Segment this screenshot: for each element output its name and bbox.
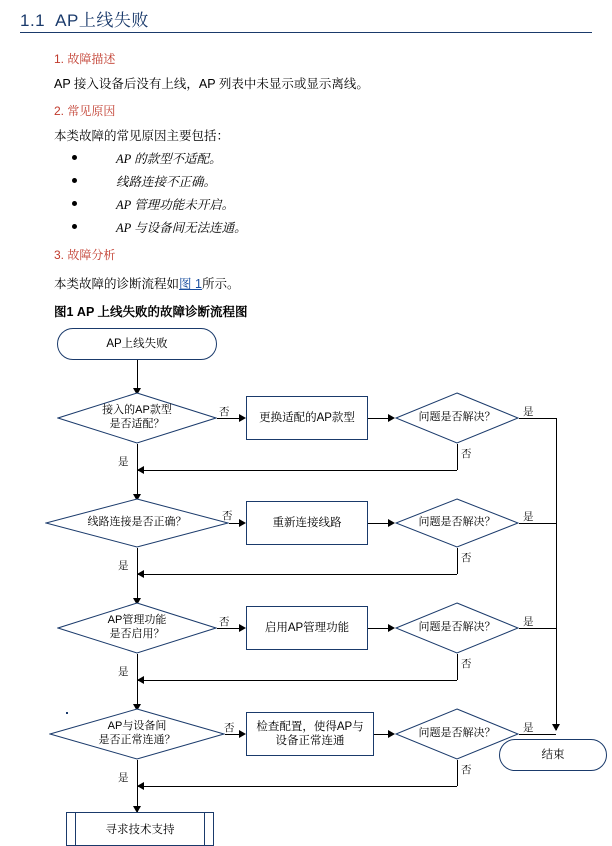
page-title-number: 1.1 (20, 11, 46, 30)
flow-start-node: AP上线失败 (57, 328, 217, 360)
edge-label-yes: 是 (118, 666, 129, 678)
title-rule (20, 32, 592, 33)
connector (374, 734, 388, 735)
connector (137, 470, 457, 471)
section-heading-causes: 2. 常见原因 (54, 104, 116, 118)
connector (137, 574, 457, 575)
connector (457, 444, 458, 470)
list-item-label: 线路连接不正确。 (116, 175, 217, 189)
flow-action-2: 重新连接线路 (246, 501, 368, 545)
analysis-suffix: 所示。 (201, 277, 240, 291)
bullet-icon (72, 178, 77, 183)
edge-label-no: 否 (461, 448, 472, 460)
section-heading-analysis: 3. 故障分析 (54, 248, 116, 262)
arrow-icon (239, 414, 246, 422)
bullet-icon (72, 201, 77, 206)
flow-decision-2 (45, 498, 229, 548)
edge-label-yes: 是 (118, 560, 129, 572)
connector (368, 523, 388, 524)
flow-decision-1-label: 接入的AP款型 是否适配？ (102, 404, 172, 430)
edge-label-no: 否 (219, 616, 230, 628)
spacer (66, 712, 68, 714)
edge-label-no: 否 (461, 764, 472, 776)
edge-label-yes: 是 (523, 406, 534, 418)
flow-decision-3-label: AP管理功能 是否启用？ (107, 614, 167, 640)
flow-check-1 (395, 392, 519, 444)
flow-action-3: 启用AP管理功能 (246, 606, 368, 650)
edge-label-no: 否 (219, 406, 230, 418)
page-title (20, 6, 149, 31)
arrow-icon (137, 676, 144, 684)
edge-label-yes: 是 (118, 456, 129, 468)
section-heading-description: 1. 故障描述 (54, 52, 116, 66)
flow-support-node (66, 812, 214, 846)
flow-action-1: 更换适配的AP款型 (246, 396, 368, 440)
flow-check-1-label: 问题是否解决？ (418, 411, 496, 424)
list-item-label: AP 与设备间无法连通。 (116, 221, 247, 235)
arrow-icon (388, 519, 395, 527)
arrow-icon (388, 624, 395, 632)
arrow-icon (137, 570, 144, 578)
flow-end-node: 结束 (499, 739, 607, 771)
flow-check-2 (395, 498, 519, 548)
flow-check-2-label: 问题是否解决？ (418, 516, 496, 529)
connector (556, 418, 557, 730)
edge-label-yes: 是 (118, 772, 129, 784)
arrow-icon (552, 724, 560, 731)
list-item-label: AP 的款型不适配。 (116, 152, 222, 166)
bullet-icon (72, 224, 77, 229)
connector (137, 548, 138, 574)
connector (368, 628, 388, 629)
figure-caption: 图1 AP 上线失败的故障诊断流程图 (54, 305, 248, 319)
figure-link[interactable]: 图 1 (179, 277, 202, 291)
analysis-prefix: 本类故障的诊断流程如 (54, 277, 180, 291)
paragraph-description: AP 接入设备后没有上线，AP 列表中未显示或显示离线。 (54, 77, 369, 91)
edge-label-no: 否 (461, 658, 472, 670)
flow-check-4-label: 问题是否解决？ (418, 727, 496, 740)
arrow-icon (137, 466, 144, 474)
paragraph-causes-intro: 本类故障的常见原因主要包括： (54, 129, 230, 143)
connector (137, 786, 457, 787)
flow-decision-4-label: AP与设备间 是否正常连通？ (98, 720, 176, 746)
connector (137, 760, 138, 786)
edge-label-yes: 是 (523, 511, 534, 523)
connector (229, 523, 239, 524)
flow-action-4: 检查配置，使得AP与 设备正常连通 (246, 712, 374, 756)
paragraph-analysis (54, 274, 239, 292)
page-title-text: AP上线失败 (55, 11, 149, 30)
flow-decision-2-label: 线路连接是否正确？ (87, 516, 187, 529)
connector (457, 548, 458, 574)
edge-label-no: 否 (461, 552, 472, 564)
connector (457, 760, 458, 786)
edge-label-no: 否 (224, 722, 235, 734)
arrow-icon (137, 782, 144, 790)
edge-label-yes: 是 (523, 616, 534, 628)
arrow-icon (239, 624, 246, 632)
connector (137, 444, 138, 470)
connector (368, 418, 388, 419)
edge-label-yes: 是 (523, 722, 534, 734)
flow-decision-4 (49, 708, 225, 760)
connector (457, 654, 458, 680)
arrow-icon (388, 414, 395, 422)
flowchart (0, 322, 612, 836)
bullet-icon (72, 155, 77, 160)
arrow-icon (388, 730, 395, 738)
arrow-icon (239, 519, 246, 527)
connector (137, 654, 138, 680)
flow-check-3 (395, 602, 519, 654)
connector (137, 680, 457, 681)
flow-support-label: 寻求技术支持 (105, 824, 175, 836)
flow-decision-3 (57, 602, 217, 654)
flow-check-3-label: 问题是否解决？ (418, 621, 496, 634)
edge-label-no: 否 (222, 510, 233, 522)
list-item-label: AP 管理功能未开启。 (116, 198, 235, 212)
arrow-icon (239, 730, 246, 738)
flow-decision-1 (57, 392, 217, 444)
